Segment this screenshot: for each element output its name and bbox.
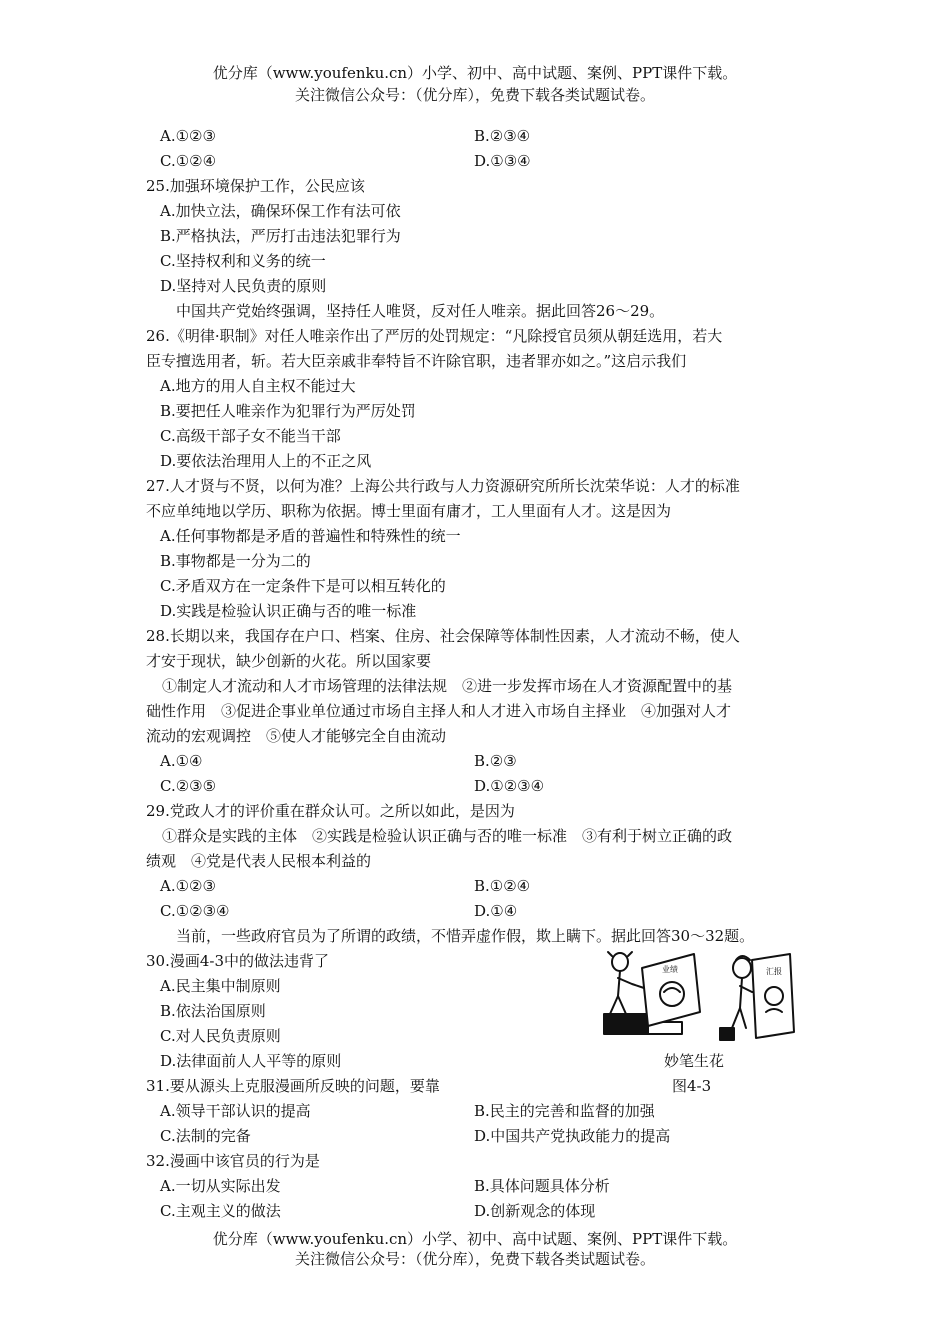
- q27-stem-line2: 不应单纯地以学历、职称为依据。博士里面有庸才，工人里面有人才。这是因为: [146, 502, 672, 520]
- q29-option-a: A.①②③: [160, 877, 216, 895]
- q26-stem-line1: 26.《明律·职制》对任人唯亲作出了严厉的处罚规定：“凡除授官员须从朝廷选用，若大: [146, 327, 723, 345]
- cartoon-figure: [602, 948, 796, 1044]
- q31-option-d: D.中国共产党执政能力的提高: [474, 1127, 671, 1145]
- left-sign-text: 业绩: [662, 965, 678, 974]
- q25-option-c: C.坚持权利和义务的统一: [160, 252, 326, 270]
- q27-option-d: D.实践是检验认识正确与否的唯一标准: [160, 602, 417, 620]
- q31-option-a: A.领导干部认识的提高: [160, 1102, 311, 1120]
- q27-option-c: C.矛盾双方在一定条件下是可以相互转化的: [160, 577, 446, 595]
- q24-option-a: A.①②③: [160, 127, 216, 145]
- desk: [604, 1014, 648, 1034]
- q28-stem-line1: 28.长期以来，我国存在户口、档案、住房、社会保障等体制性因素，人才流动不畅，使人: [146, 627, 740, 645]
- q26-option-b: B.要把任人唯亲作为犯罪行为严厉处罚: [160, 402, 416, 420]
- q28-items-line2: 础性作用 ③促进企事业单位通过市场自主择人和人才进入市场自主择业 ④加强对人才: [146, 702, 732, 720]
- q24-option-b: B.②③④: [474, 127, 531, 145]
- page-header-line2: 关注微信公众号：（优分库），免费下载各类试题试卷。: [294, 86, 655, 104]
- q31-option-b: B.民主的完善和监督的加强: [474, 1102, 655, 1120]
- q32-option-b: B.具体问题具体分析: [474, 1177, 610, 1195]
- q29-option-b: B.①②④: [474, 877, 531, 895]
- q25-option-d: D.坚持对人民负责的原则: [160, 277, 327, 295]
- q30-option-a: A.民主集中制原则: [160, 977, 281, 995]
- intro-30-32: 当前，一些政府官员为了所谓的政绩，不惜弄虚作假，欺上瞒下。据此回答30～32题。: [176, 927, 755, 945]
- q30-option-c: C.对人民负责原则: [160, 1027, 281, 1045]
- q28-option-b: B.②③: [474, 752, 517, 770]
- q28-option-d: D.①②③④: [474, 777, 545, 795]
- q28-option-a: A.①④: [160, 752, 203, 770]
- q29-stem: 29.党政人才的评价重在群众认可。之所以如此，是因为: [146, 802, 515, 820]
- q30-option-b: B.依法治国原则: [160, 1002, 266, 1020]
- q26-option-d: D.要依法治理用人上的不正之风: [160, 452, 372, 470]
- q24-option-d: D.①③④: [474, 152, 531, 170]
- q27-stem-line1: 27.人才贤与不贤，以何为准？上海公共行政与人力资源研究所所长沈荣华说：人才的标准: [146, 477, 740, 495]
- q28-option-c: C.②③⑤: [160, 777, 217, 795]
- q24-option-c: C.①②④: [160, 152, 217, 170]
- q30-option-d: D.法律面前人人平等的原则: [160, 1052, 342, 1070]
- q28-stem-line2: 才安于现状，缺少创新的火花。所以国家要: [146, 652, 432, 670]
- q28-items-line3: 流动的宏观调控 ⑤使人才能够完全自由流动: [146, 727, 447, 745]
- right-figure-head: [733, 958, 751, 978]
- q31-stem: 31.要从源头上克服漫画所反映的问题，要靠: [146, 1077, 440, 1095]
- left-figure-head: [612, 953, 628, 971]
- q26-option-c: C.高级干部子女不能当干部: [160, 427, 341, 445]
- figure-caption: 妙笔生花: [664, 1052, 725, 1070]
- q30-stem: 30.漫画4-3中的做法违背了: [146, 952, 330, 970]
- q32-option-d: D.创新观念的体现: [474, 1202, 596, 1220]
- q28-items-line1: ①制定人才流动和人才市场管理的法律法规 ②进一步发挥市场在人才资源配置中的基: [162, 677, 733, 695]
- q26-stem-line2: 臣专擅选用者，斩。若大臣亲戚非奉特旨不许除官职，违者罪亦如之。”这启示我们: [146, 352, 687, 370]
- q32-option-a: A.一切从实际出发: [160, 1177, 281, 1195]
- q25-option-b: B.严格执法，严厉打击违法犯罪行为: [160, 227, 401, 245]
- intro-26-29: 中国共产党始终强调，坚持任人唯贤，反对任人唯亲。据此回答26～29。: [176, 302, 665, 320]
- q27-option-b: B.事物都是一分为二的: [160, 552, 311, 570]
- page-header-line1: 优分库（www.youfenku.cn）小学、初中、高中试题、案例、PPT课件下载。: [212, 64, 738, 82]
- q27-option-a: A.任何事物都是矛盾的普遍性和特殊性的统一: [160, 527, 461, 545]
- q31-option-c: C.法制的完备: [160, 1127, 251, 1145]
- figure-label: 图4-3: [672, 1077, 712, 1095]
- right-sign-text: 汇报: [766, 967, 782, 976]
- q25-option-a: A.加快立法，确保环保工作有法可依: [160, 202, 401, 220]
- page-footer-line1: 优分库（www.youfenku.cn）小学、初中、高中试题、案例、PPT课件下载。: [212, 1230, 738, 1248]
- q32-option-c: C.主观主义的做法: [160, 1202, 281, 1220]
- q25-stem: 25.加强环境保护工作，公民应该: [146, 177, 365, 195]
- q29-items-line2: 绩观 ④党是代表人民根本利益的: [146, 852, 372, 870]
- page-footer-line2: 关注微信公众号：（优分库），免费下载各类试题试卷。: [294, 1250, 655, 1268]
- q29-option-d: D.①④: [474, 902, 518, 920]
- q29-option-c: C.①②③④: [160, 902, 230, 920]
- q26-option-a: A.地方的用人自主权不能过大: [160, 377, 356, 395]
- q32-stem: 32.漫画中该官员的行为是: [146, 1152, 320, 1170]
- q29-items-line1: ①群众是实践的主体 ②实践是检验认识正确与否的唯一标准 ③有利于树立正确的政: [162, 827, 733, 845]
